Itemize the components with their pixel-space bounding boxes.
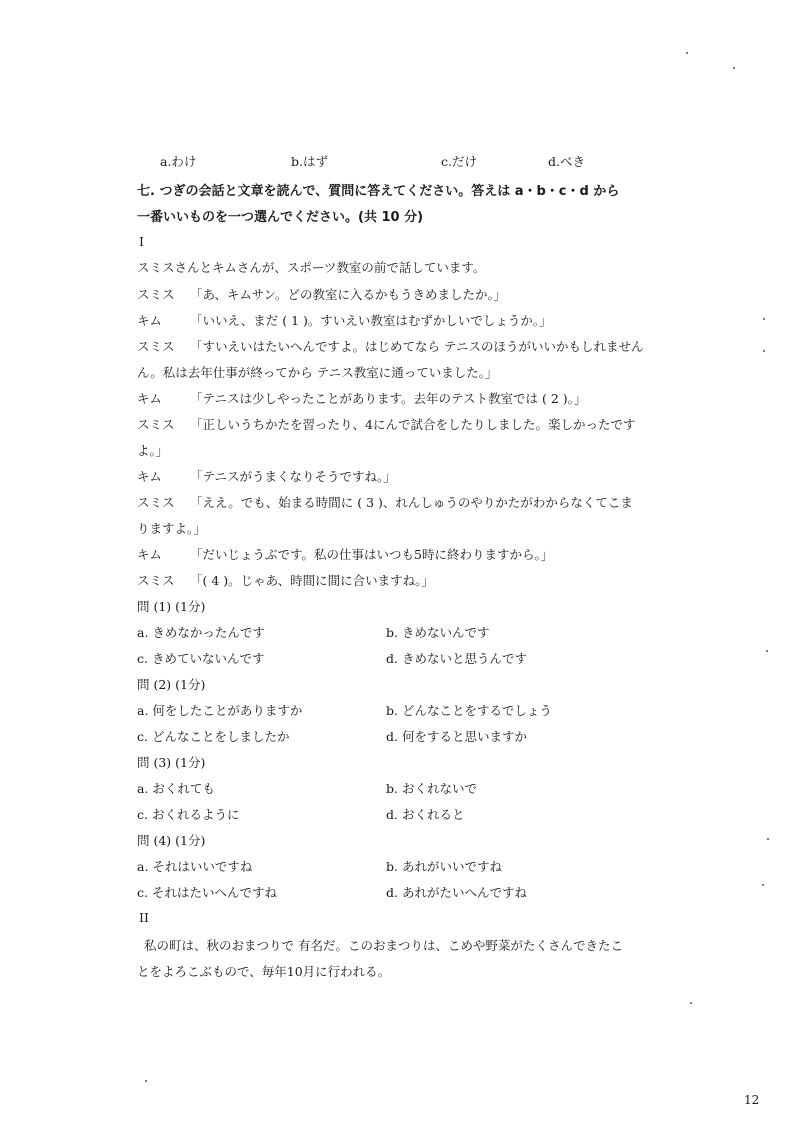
dialogue-speaker: スミス [137,287,175,302]
dialogue-speaker: スミス [137,495,175,510]
dialogue-line: 「すいえいはたいへんですよ。はじめてなら テニスのほうがいいかもしれません [190,339,644,354]
dialogue-speaker: スミス [137,339,175,354]
dialogue-speaker: キム [137,547,162,562]
question-4-option-d: d. あれがたいへんですね [386,885,527,900]
question-1-label: 問 (1) (1分) [137,599,206,614]
question-4-option-c: c. それはたいへんですね [137,885,277,900]
scan-speck [763,350,765,352]
question-2-label: 問 (2) (1分) [137,677,206,692]
dialogue-line: 「いいえ、まだ ( 1 )。すいえい教室はむずかしいでしょうか。」 [190,313,552,328]
page-number: 12 [744,1093,760,1107]
part2-text-line1: 私の町は、秋のおまつりで 有名だ。このおまつりは、こめや野菜がたくさんできたこ [144,938,623,953]
question-4-option-a: a. それはいいですね [137,859,253,874]
choice-a: a.わけ [160,154,197,169]
scan-speck [686,52,688,54]
scan-speck [762,884,764,886]
dialogue-line: 「ええ。でも、始まる時間に ( 3 )、れんしゅうのやりかたがわからなくてこま [190,495,633,510]
dialogue-speaker: キム [137,391,162,406]
section-heading-line2: 一番いいものを一つ選んでください。(共 10 分) [137,210,424,225]
question-3-label: 問 (3) (1分) [137,755,206,770]
choice-c: c.だけ [441,154,477,169]
dialogue-line: 「( 4 )。じゃあ、時間に間に合いますね。」 [190,573,434,588]
dialogue-line: 「あ、キムサン。どの教室に入るかもうきめましたか。」 [190,287,507,302]
question-3-option-d: d. おくれると [386,807,465,822]
question-3-option-a: a. おくれても [137,781,215,796]
dialogue-line: 「テニスがうまくなりそうですね。」 [190,469,396,484]
part1-intro: スミスさんとキムさんが、スポーツ教室の前で話しています。 [137,260,486,275]
dialogue-speaker: キム [137,313,162,328]
part2-text-line2: とをよろこぶもので、毎年10月に行われる。 [137,964,391,979]
question-3-option-c: c. おくれるように [137,807,240,822]
question-1-option-b: b. きめないんです [386,625,490,640]
dialogue-line: 「テニスは少しやったことがあります。去年のテスト教室では ( 2 )。」 [190,391,587,406]
dialogue-speaker: キム [137,469,162,484]
question-4-label: 問 (4) (1分) [137,833,206,848]
part1-label: I [139,234,144,249]
choice-b: b.はず [291,154,328,169]
question-2-option-d: d. 何をすると思いますか [386,729,527,744]
scan-speck [767,838,769,840]
dialogue-continuation: ん。私は去年仕事が終ってから テニス教室に通っていました。」 [137,365,498,380]
section-heading-line1: 七. つぎの会話と文章を読んで、質問に答えてください。答えは a・b・c・d から [137,184,620,199]
scan-speck [733,67,735,69]
scan-speck [766,650,768,652]
scan-speck [145,1080,147,1082]
question-2-option-a: a. 何をしたことがありますか [137,703,303,718]
dialogue-speaker: スミス [137,417,175,432]
question-3-option-b: b. おくれないで [386,781,477,796]
choice-d: d.べき [548,154,585,169]
question-1-option-d: d. きめないと思うんです [386,651,527,666]
scan-speck [690,1002,692,1004]
question-2-option-c: c. どんなことをしましたか [137,729,290,744]
question-4-option-b: b. あれがいいですね [386,859,502,874]
dialogue-line: 「だいじょうぶです。私の仕事はいつも5時に終わりますから。」 [190,547,554,562]
part2-label: II [139,910,149,925]
scan-speck [763,318,765,320]
question-2-option-b: b. どんなことをするでしょう [386,703,552,718]
dialogue-speaker: スミス [137,573,175,588]
question-1-option-a: a. きめなかったんです [137,625,265,640]
dialogue-continuation: よ。」 [137,443,169,458]
dialogue-continuation: りますよ。」 [137,521,206,536]
dialogue-line: 「正しいうちかたを習ったり、4にんで試合をしたりしました。楽しかったです [190,417,636,432]
question-1-option-c: c. きめていないんです [137,651,265,666]
